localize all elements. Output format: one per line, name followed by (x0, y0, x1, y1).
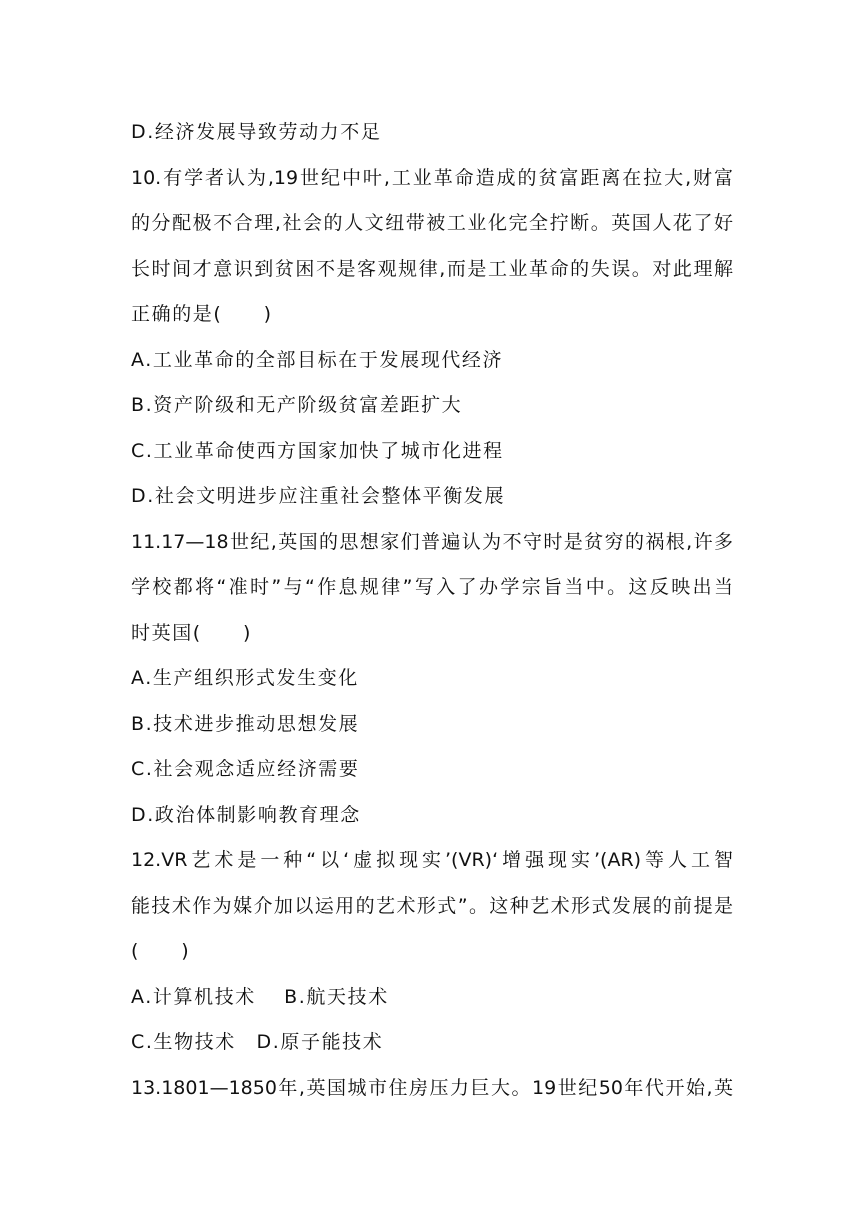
q12-stem-line-2: 能技术作为媒介加以运用的艺术形式”。这种艺术形式发展的前提是 (131, 894, 733, 917)
q12-stem-line-1: 12.VR艺术是一种“以‘虚拟现实’(VR)‘增强现实’(AR)等人工智 (131, 849, 733, 871)
q10-option-c: C.工业革命使西方国家加快了城市化进程 (131, 439, 504, 462)
q12-stem-line-3: ( ) (131, 940, 191, 962)
q11-option-d: D.政治体制影响教育理念 (131, 803, 361, 826)
q10-stem-line-2: 的分配极不合理,社会的人文纽带被工业化完全拧断。英国人花了好 (131, 212, 733, 234)
q10-stem-line-3: 长时间才意识到贫困不是客观规律,而是工业革命的失误。对此理解 (131, 257, 733, 280)
q10-stem-line-4: 正确的是( ) (131, 303, 273, 325)
q10-option-d: D.社会文明进步应注重社会整体平衡发展 (131, 485, 506, 507)
q10-option-b: B.资产阶级和无产阶级贫富差距扩大 (131, 394, 463, 416)
q11-option-a: A.生产组织形式发生变化 (131, 667, 359, 689)
q9-option-d: D.经济发展导致劳动力不足 (131, 121, 382, 143)
q11-stem-line-2: 学校都将“准时”与“作息规律”写入了办学宗旨当中。这反映出当 (131, 576, 733, 598)
q12-options-row-1: A.计算机技术 B.航天技术 (131, 985, 389, 1008)
q11-option-c: C.社会观念适应经济需要 (131, 758, 360, 780)
question-block (131, 110, 733, 1111)
q11-stem-line-1: 11.17—18世纪,英国的思想家们普遍认为不守时是贫穷的祸根,许多 (131, 530, 733, 553)
q11-option-b: B.技术进步推动思想发展 (131, 712, 360, 735)
q10-stem-line-1: 10.有学者认为,19世纪中叶,工业革命造成的贫富距离在拉大,财富 (131, 166, 733, 189)
q12-options-row-2: C.生物技术 D.原子能技术 (131, 1031, 384, 1053)
q10-option-a: A.工业革命的全部目标在于发展现代经济 (131, 348, 504, 371)
q11-stem-line-3: 时英国( ) (131, 621, 253, 644)
q13-stem-line-1: 13.1801—1850年,英国城市住房压力巨大。19世纪50年代开始,英 (131, 1076, 733, 1099)
